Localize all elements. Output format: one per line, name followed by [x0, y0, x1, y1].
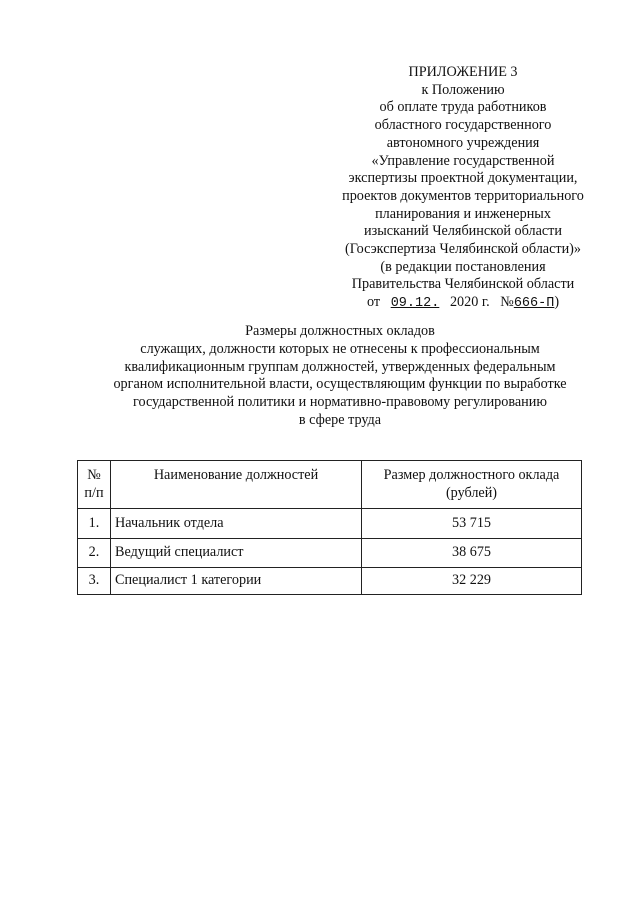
appendix-line: экспертизы проектной документации,	[348, 170, 578, 187]
row-position: Начальник отдела	[111, 509, 362, 539]
appendix-line: (Госэкспертиза Челябинской области)»	[344, 241, 582, 258]
header-num-abbr: п/п	[84, 484, 104, 501]
header-num	[78, 461, 111, 509]
number-value: 666-П	[513, 296, 555, 312]
header-salary	[362, 461, 582, 509]
row-salary: 38 675	[362, 539, 582, 568]
heading-line: служащих, должности которых не отнесены к профессиональным	[140, 340, 540, 357]
appendix-line: изысканий Челябинской области	[364, 223, 562, 240]
row-position: Специалист 1 категории	[111, 568, 362, 595]
row-salary: 53 715	[362, 509, 582, 539]
number-prefix: №	[500, 294, 514, 311]
appendix-line: автономного учреждения	[386, 134, 540, 151]
heading-line: государственной политики и нормативно-правовому регулированию	[133, 394, 547, 411]
row-num: 3.	[78, 568, 111, 595]
appendix-line: планирования и инженерных	[375, 205, 551, 222]
appendix-title: ПРИЛОЖЕНИЕ 3	[408, 64, 518, 80]
row-position: Ведущий специалист	[111, 539, 362, 568]
table-row	[78, 568, 582, 595]
document-heading	[80, 323, 600, 430]
number-suffix: )	[554, 294, 560, 311]
header-num-symbol: №	[87, 467, 101, 483]
salary-table	[77, 460, 582, 595]
date-suffix: 2020 г.	[449, 294, 490, 311]
heading-line: в сфере труда	[298, 411, 382, 428]
appendix-block	[318, 64, 608, 313]
heading-title: Размеры должностных окладов	[245, 323, 435, 339]
table-row	[78, 539, 582, 568]
table-row	[78, 509, 582, 539]
header-salary-unit: (рублей)	[445, 484, 498, 501]
appendix-line: Правительства Челябинской области	[351, 276, 575, 293]
row-salary: 32 229	[362, 568, 582, 595]
appendix-date-line	[318, 294, 608, 313]
appendix-line: (в редакции постановления	[380, 258, 546, 275]
appendix-line: к Положению	[421, 81, 505, 98]
heading-line: органом исполнительной власти, осуществляющим функции по выработке	[113, 376, 567, 393]
appendix-line: областного государственного	[374, 117, 552, 134]
appendix-line: «Управление государственной	[371, 152, 555, 169]
table-header-row	[78, 461, 582, 509]
appendix-line: об оплате труда работников	[379, 99, 547, 116]
row-num: 2.	[78, 539, 111, 568]
heading-line: квалификационным группам должностей, утвержденных федеральным	[124, 358, 556, 375]
header-salary-title: Размер должностного оклада	[383, 467, 560, 483]
header-name: Наименование должностей	[111, 461, 362, 509]
date-value: 09.12.	[390, 296, 440, 312]
appendix-line: проектов документов территориального	[342, 187, 584, 204]
date-prefix: от	[366, 294, 381, 311]
row-num: 1.	[78, 509, 111, 539]
